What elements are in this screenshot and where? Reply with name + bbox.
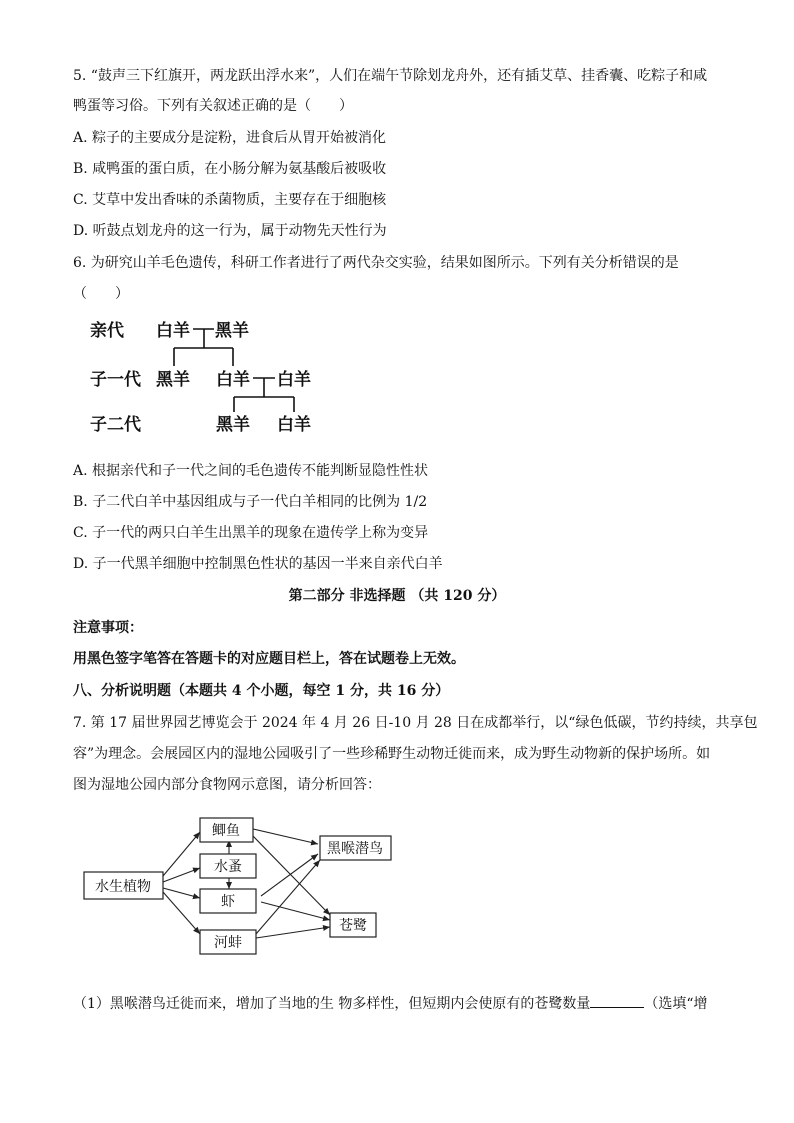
q5-stem-line2: 鸭蛋等习俗。下列有关叙述正确的是（ ） xyxy=(73,98,353,114)
q7-sub1 xyxy=(73,993,708,1014)
q5-option-c: C. 艾草中发出香味的杀菌物质，主要存在于细胞核 xyxy=(73,192,387,208)
q6-option-b: B. 子二代白羊中基因组成与子一代白羊相同的比例为 1/2 xyxy=(73,494,428,510)
food-web-diagram xyxy=(0,810,794,960)
node-mussel: 河蚌 xyxy=(214,935,242,951)
q5-stem-line1: 5. “鼓声三下红旗开，两龙跃出浮水来”，人们在端午节除划龙舟外，还有插艾草、挂香囊、吃粽子和咸 xyxy=(73,68,708,84)
node-water-flea: 水蚤 xyxy=(214,859,242,875)
notice-text: 用黑色签字笔答在答题卡的对应题目栏上，答在试题卷上无效。 xyxy=(73,651,465,667)
q6-option-c: C. 子一代的两只白羊生出黑羊的现象在遗传学上称为变异 xyxy=(73,525,429,541)
node-heron: 苍鹭 xyxy=(339,918,367,934)
notice-title: 注意事项： xyxy=(73,620,143,636)
q5-option-b: B. 咸鸭蛋的蛋白质，在小肠分解为氨基酸后被吸收 xyxy=(73,161,387,177)
q5-option-a: A. 粽子的主要成分是淀粉，进食后从胃开始被消化 xyxy=(73,130,387,146)
q7-sub1-text: （1）黑喉潜鸟迁徙而来，增加了当地的生 物多样性，但短期内会使原有的苍鹭数量 xyxy=(73,996,591,1012)
gen-label-f1: 子一代 xyxy=(90,370,141,390)
parent-white-sheep: 白羊 xyxy=(156,321,190,341)
inheritance-diagram xyxy=(0,310,794,450)
f1-white-sheep-2: 白羊 xyxy=(277,370,311,390)
gen-label-f2: 子二代 xyxy=(90,415,141,435)
energy-flow-arrows xyxy=(163,829,330,938)
part2-title: 第二部分 非选择题 （共 120 分） xyxy=(288,588,506,604)
f1-white-sheep-1: 白羊 xyxy=(216,370,250,390)
f2-black-sheep: 黑羊 xyxy=(216,415,250,435)
node-grebe: 黑喉潜鸟 xyxy=(327,841,383,857)
q6-option-d: D. 子一代黑羊细胞中控制黑色性状的基因一半来自亲代白羊 xyxy=(73,556,443,572)
q7-line3: 图为湿地公园内部分食物网示意图，请分析回答： xyxy=(73,777,381,793)
q7-line1: 7. 第 17 届世界园艺博览会于 2024 年 4 月 26 日-10 月 28 日在成都举行，以“绿色低碳，节约持续，共享包 xyxy=(73,715,758,731)
q6-option-a: A. 根据亲代和子一代之间的毛色遗传不能判断显隐性性状 xyxy=(73,463,429,479)
q6-stem-line2: （ ） xyxy=(73,286,129,302)
node-shrimp: 虾 xyxy=(221,894,235,910)
node-producer: 水生植物 xyxy=(95,879,151,895)
answer-blank[interactable] xyxy=(590,993,644,1008)
parent-black-sheep: 黑羊 xyxy=(215,321,249,341)
q5-option-d: D. 听鼓点划龙舟的这一行为，属于动物先天性行为 xyxy=(73,223,387,239)
f2-white-sheep: 白羊 xyxy=(277,415,311,435)
gen-label-parent: 亲代 xyxy=(90,321,124,341)
node-fish: 鲫鱼 xyxy=(212,823,240,839)
q6-stem-line1: 6. 为研究山羊毛色遗传，科研工作者进行了两代杂交实验，结果如图所示。下列有关分析错误的是 xyxy=(73,255,679,271)
section-title: 八、分析说明题（本题共 4 个小题，每空 1 分，共 16 分） xyxy=(73,683,450,699)
q7-line2: 容”为理念。会展园区内的湿地公园吸引了一些珍稀野生动物迁徙而来，成为野生动物新的保护场所。如 xyxy=(73,746,711,762)
q7-sub1-tail: （选填“增 xyxy=(644,996,708,1012)
f1-black-sheep: 黑羊 xyxy=(156,370,190,390)
